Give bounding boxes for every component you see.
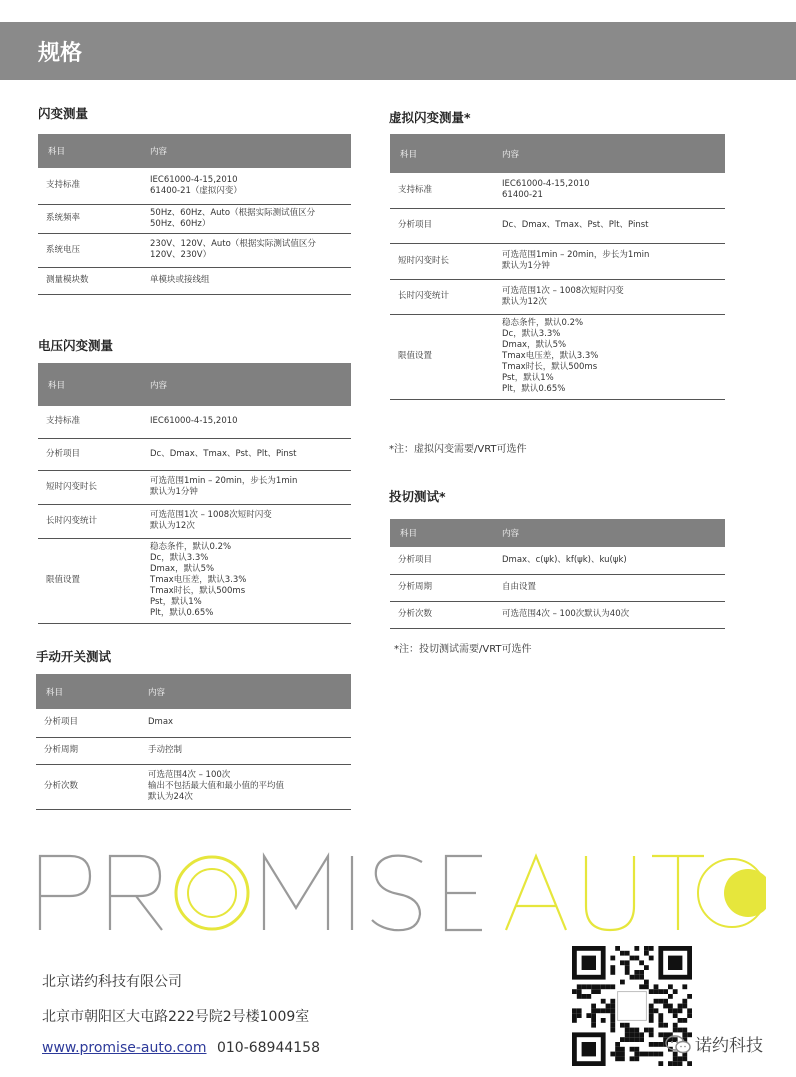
content-line: Pst，默认1% bbox=[150, 597, 202, 607]
table-row bbox=[36, 764, 351, 809]
content-line: Tmax电压差，默认3.3% bbox=[150, 575, 247, 585]
table-header-row bbox=[390, 519, 725, 547]
row-content bbox=[502, 601, 725, 628]
table-row bbox=[38, 538, 351, 623]
table-header-row bbox=[390, 134, 725, 173]
content-line: 61400-21（虚拟闪变） bbox=[150, 185, 242, 196]
table-header-row bbox=[38, 134, 351, 168]
content-line: IEC61000-4-15,2010 bbox=[502, 179, 590, 190]
row-content bbox=[150, 204, 351, 233]
table-row bbox=[390, 601, 725, 628]
table-row bbox=[36, 737, 351, 764]
row-content bbox=[150, 267, 351, 294]
content-line: Tmax时长，默认500ms bbox=[502, 362, 598, 372]
row-content bbox=[148, 737, 351, 764]
row-label: 分析周期 bbox=[36, 737, 148, 764]
content-line: 可选范围1min – 20min，步长为1min bbox=[150, 476, 298, 486]
table-row bbox=[390, 208, 725, 243]
company-name: 北京诺约科技有限公司 bbox=[42, 974, 182, 990]
column-header-item: 科目 bbox=[38, 134, 150, 168]
row-label: 长时闪变统计 bbox=[390, 279, 502, 314]
row-label: 支持标准 bbox=[38, 168, 150, 204]
row-label: 长时闪变统计 bbox=[38, 504, 150, 538]
content-line: Dmax，默认5% bbox=[502, 340, 567, 350]
table-row bbox=[38, 470, 351, 504]
content-line: 单模块或接线组 bbox=[150, 275, 210, 285]
content-line: Dc、Dmax、Tmax、Pst、Plt、Pinst bbox=[502, 220, 649, 230]
content-line: 默认为12次 bbox=[150, 521, 195, 531]
wechat-icon bbox=[664, 1034, 692, 1054]
row-label: 短时闪变时长 bbox=[38, 470, 150, 504]
row-content bbox=[502, 243, 725, 279]
row-label: 短时闪变时长 bbox=[390, 243, 502, 279]
content-line: Dmax bbox=[148, 717, 174, 728]
row-content bbox=[148, 764, 351, 809]
table-row bbox=[38, 438, 351, 470]
header-bar bbox=[0, 22, 796, 80]
switching-spec-table bbox=[390, 519, 725, 629]
row-content bbox=[502, 208, 725, 243]
row-label: 分析项目 bbox=[36, 709, 148, 737]
content-line: Tmax电压差，默认3.3% bbox=[502, 351, 599, 361]
wechat-account-name: 诺约科技 bbox=[695, 1036, 763, 1056]
table-row bbox=[390, 574, 725, 601]
row-content bbox=[502, 314, 725, 399]
table-row bbox=[38, 406, 351, 438]
switching-note: *注：投切测试需要/VRT可选件 bbox=[394, 644, 532, 655]
row-content bbox=[150, 538, 351, 623]
website-link[interactable]: www.promise-auto.com bbox=[42, 1040, 207, 1056]
content-line: 可选范围1min – 20min，步长为1min bbox=[502, 250, 650, 260]
row-label: 分析次数 bbox=[390, 601, 502, 628]
content-line: 230V、120V、Auto（根据实际测试值区分 bbox=[150, 239, 316, 249]
row-label: 分析项目 bbox=[390, 208, 502, 243]
content-line: 默认为1分钟 bbox=[150, 487, 198, 497]
content-line: 50Hz、60Hz） bbox=[150, 218, 211, 229]
column-header-content: 内容 bbox=[148, 674, 351, 709]
content-line: Dmax，默认5% bbox=[150, 564, 215, 574]
content-line: 稳态条件，默认0.2% bbox=[502, 318, 584, 328]
content-line: Pst，默认1% bbox=[502, 373, 554, 383]
row-content bbox=[150, 168, 351, 204]
table-row bbox=[38, 233, 351, 267]
column-header-content: 内容 bbox=[502, 134, 725, 173]
row-content bbox=[150, 470, 351, 504]
row-content bbox=[150, 406, 351, 438]
table-row bbox=[390, 243, 725, 279]
row-content bbox=[148, 709, 351, 737]
table-row bbox=[38, 168, 351, 204]
content-line: 输出不包括最大值和最小值的平均值 bbox=[148, 781, 285, 791]
table-row bbox=[36, 709, 351, 737]
row-content bbox=[502, 279, 725, 314]
content-line: Dc、Dmax、Tmax、Pst、Plt、Pinst bbox=[150, 448, 297, 459]
section-title-voltage-flicker: 电压闪变测量 bbox=[38, 338, 114, 353]
column-header-content: 内容 bbox=[150, 134, 351, 168]
table-row bbox=[390, 314, 725, 399]
content-line: 可选范围1次 – 1008次短时闪变 bbox=[150, 510, 272, 520]
content-line: Plt，默认0.65% bbox=[150, 608, 214, 618]
table-row bbox=[390, 547, 725, 574]
content-line: IEC61000-4-15,2010 bbox=[150, 416, 238, 427]
row-content bbox=[150, 438, 351, 470]
content-line: IEC61000-4-15,2010 bbox=[150, 174, 238, 185]
page-title: 规格 bbox=[38, 41, 83, 66]
content-line: Dmax、c(ψk)、kf(ψk)、ku(ψk) bbox=[502, 554, 627, 565]
content-line: 默认为1分钟 bbox=[502, 261, 550, 271]
row-label: 分析次数 bbox=[36, 764, 148, 809]
virtual-flicker-note: *注：虚拟闪变需要/VRT可选件 bbox=[389, 444, 527, 455]
table-header-row bbox=[36, 674, 351, 709]
row-label: 测量模块数 bbox=[38, 267, 150, 294]
content-line: 默认为12次 bbox=[502, 296, 547, 307]
content-line: 手动控制 bbox=[148, 745, 183, 755]
flicker-spec-table bbox=[38, 134, 351, 295]
content-line: 61400-21 bbox=[502, 190, 543, 201]
row-label: 限值设置 bbox=[38, 538, 150, 623]
content-line: 可选范围4次 – 100次 bbox=[148, 770, 231, 780]
row-label: 支持标准 bbox=[38, 406, 150, 438]
row-content bbox=[150, 504, 351, 538]
phone-number: 010-68944158 bbox=[216, 1040, 320, 1056]
row-content bbox=[150, 233, 351, 267]
content-line: Dc，默认3.3% bbox=[502, 329, 561, 339]
content-line: 120V、230V） bbox=[150, 250, 212, 260]
voltage-flicker-spec-table bbox=[38, 363, 351, 624]
column-header-item: 科目 bbox=[38, 363, 150, 406]
content-line: Dc，默认3.3% bbox=[150, 553, 209, 563]
row-label: 分析周期 bbox=[390, 574, 502, 601]
content-line: 50Hz、60Hz、Auto（根据实际测试值区分 bbox=[150, 207, 316, 218]
table-row bbox=[38, 504, 351, 538]
row-content bbox=[502, 574, 725, 601]
column-header-item: 科目 bbox=[390, 519, 502, 547]
row-content bbox=[502, 173, 725, 208]
content-line: 默认为24次 bbox=[148, 792, 193, 802]
table-header-row bbox=[38, 363, 351, 406]
content-line: 可选范围1次 – 1008次短时闪变 bbox=[502, 285, 624, 296]
row-label: 系统电压 bbox=[38, 233, 150, 267]
table-row bbox=[38, 204, 351, 233]
table-row bbox=[390, 173, 725, 208]
column-header-item: 科目 bbox=[36, 674, 148, 709]
column-header-item: 科目 bbox=[390, 134, 502, 173]
row-label: 系统频率 bbox=[38, 204, 150, 233]
manual-switch-spec-table bbox=[36, 674, 351, 810]
content-line: 自由设置 bbox=[502, 582, 537, 592]
contact-line bbox=[42, 1040, 320, 1056]
content-line: Plt，默认0.65% bbox=[502, 384, 566, 394]
row-label: 支持标准 bbox=[390, 173, 502, 208]
section-title-manual-switch: 手动开关测试 bbox=[36, 649, 112, 664]
content-line: 可选范围4次 – 100次默认为40次 bbox=[502, 609, 630, 619]
promise-auto-logo bbox=[36, 848, 766, 938]
content-line: 稳态条件，默认0.2% bbox=[150, 542, 232, 552]
content-line: Tmax时长，默认500ms bbox=[150, 586, 246, 596]
table-row bbox=[38, 267, 351, 294]
row-label: 限值设置 bbox=[390, 314, 502, 399]
section-title-flicker: 闪变测量 bbox=[38, 106, 89, 121]
virtual-flicker-spec-table bbox=[390, 134, 725, 400]
row-label: 分析项目 bbox=[390, 547, 502, 574]
section-title-switching: 投切测试* bbox=[389, 489, 446, 504]
company-address: 北京市朝阳区大屯路222号院2号楼1009室 bbox=[42, 1009, 310, 1025]
column-header-content: 内容 bbox=[150, 363, 351, 406]
row-label: 分析项目 bbox=[38, 438, 150, 470]
row-content bbox=[502, 547, 725, 574]
top-margin bbox=[0, 0, 796, 22]
column-header-content: 内容 bbox=[502, 519, 725, 547]
table-row bbox=[390, 279, 725, 314]
section-title-virtual-flicker: 虚拟闪变测量* bbox=[389, 110, 471, 125]
